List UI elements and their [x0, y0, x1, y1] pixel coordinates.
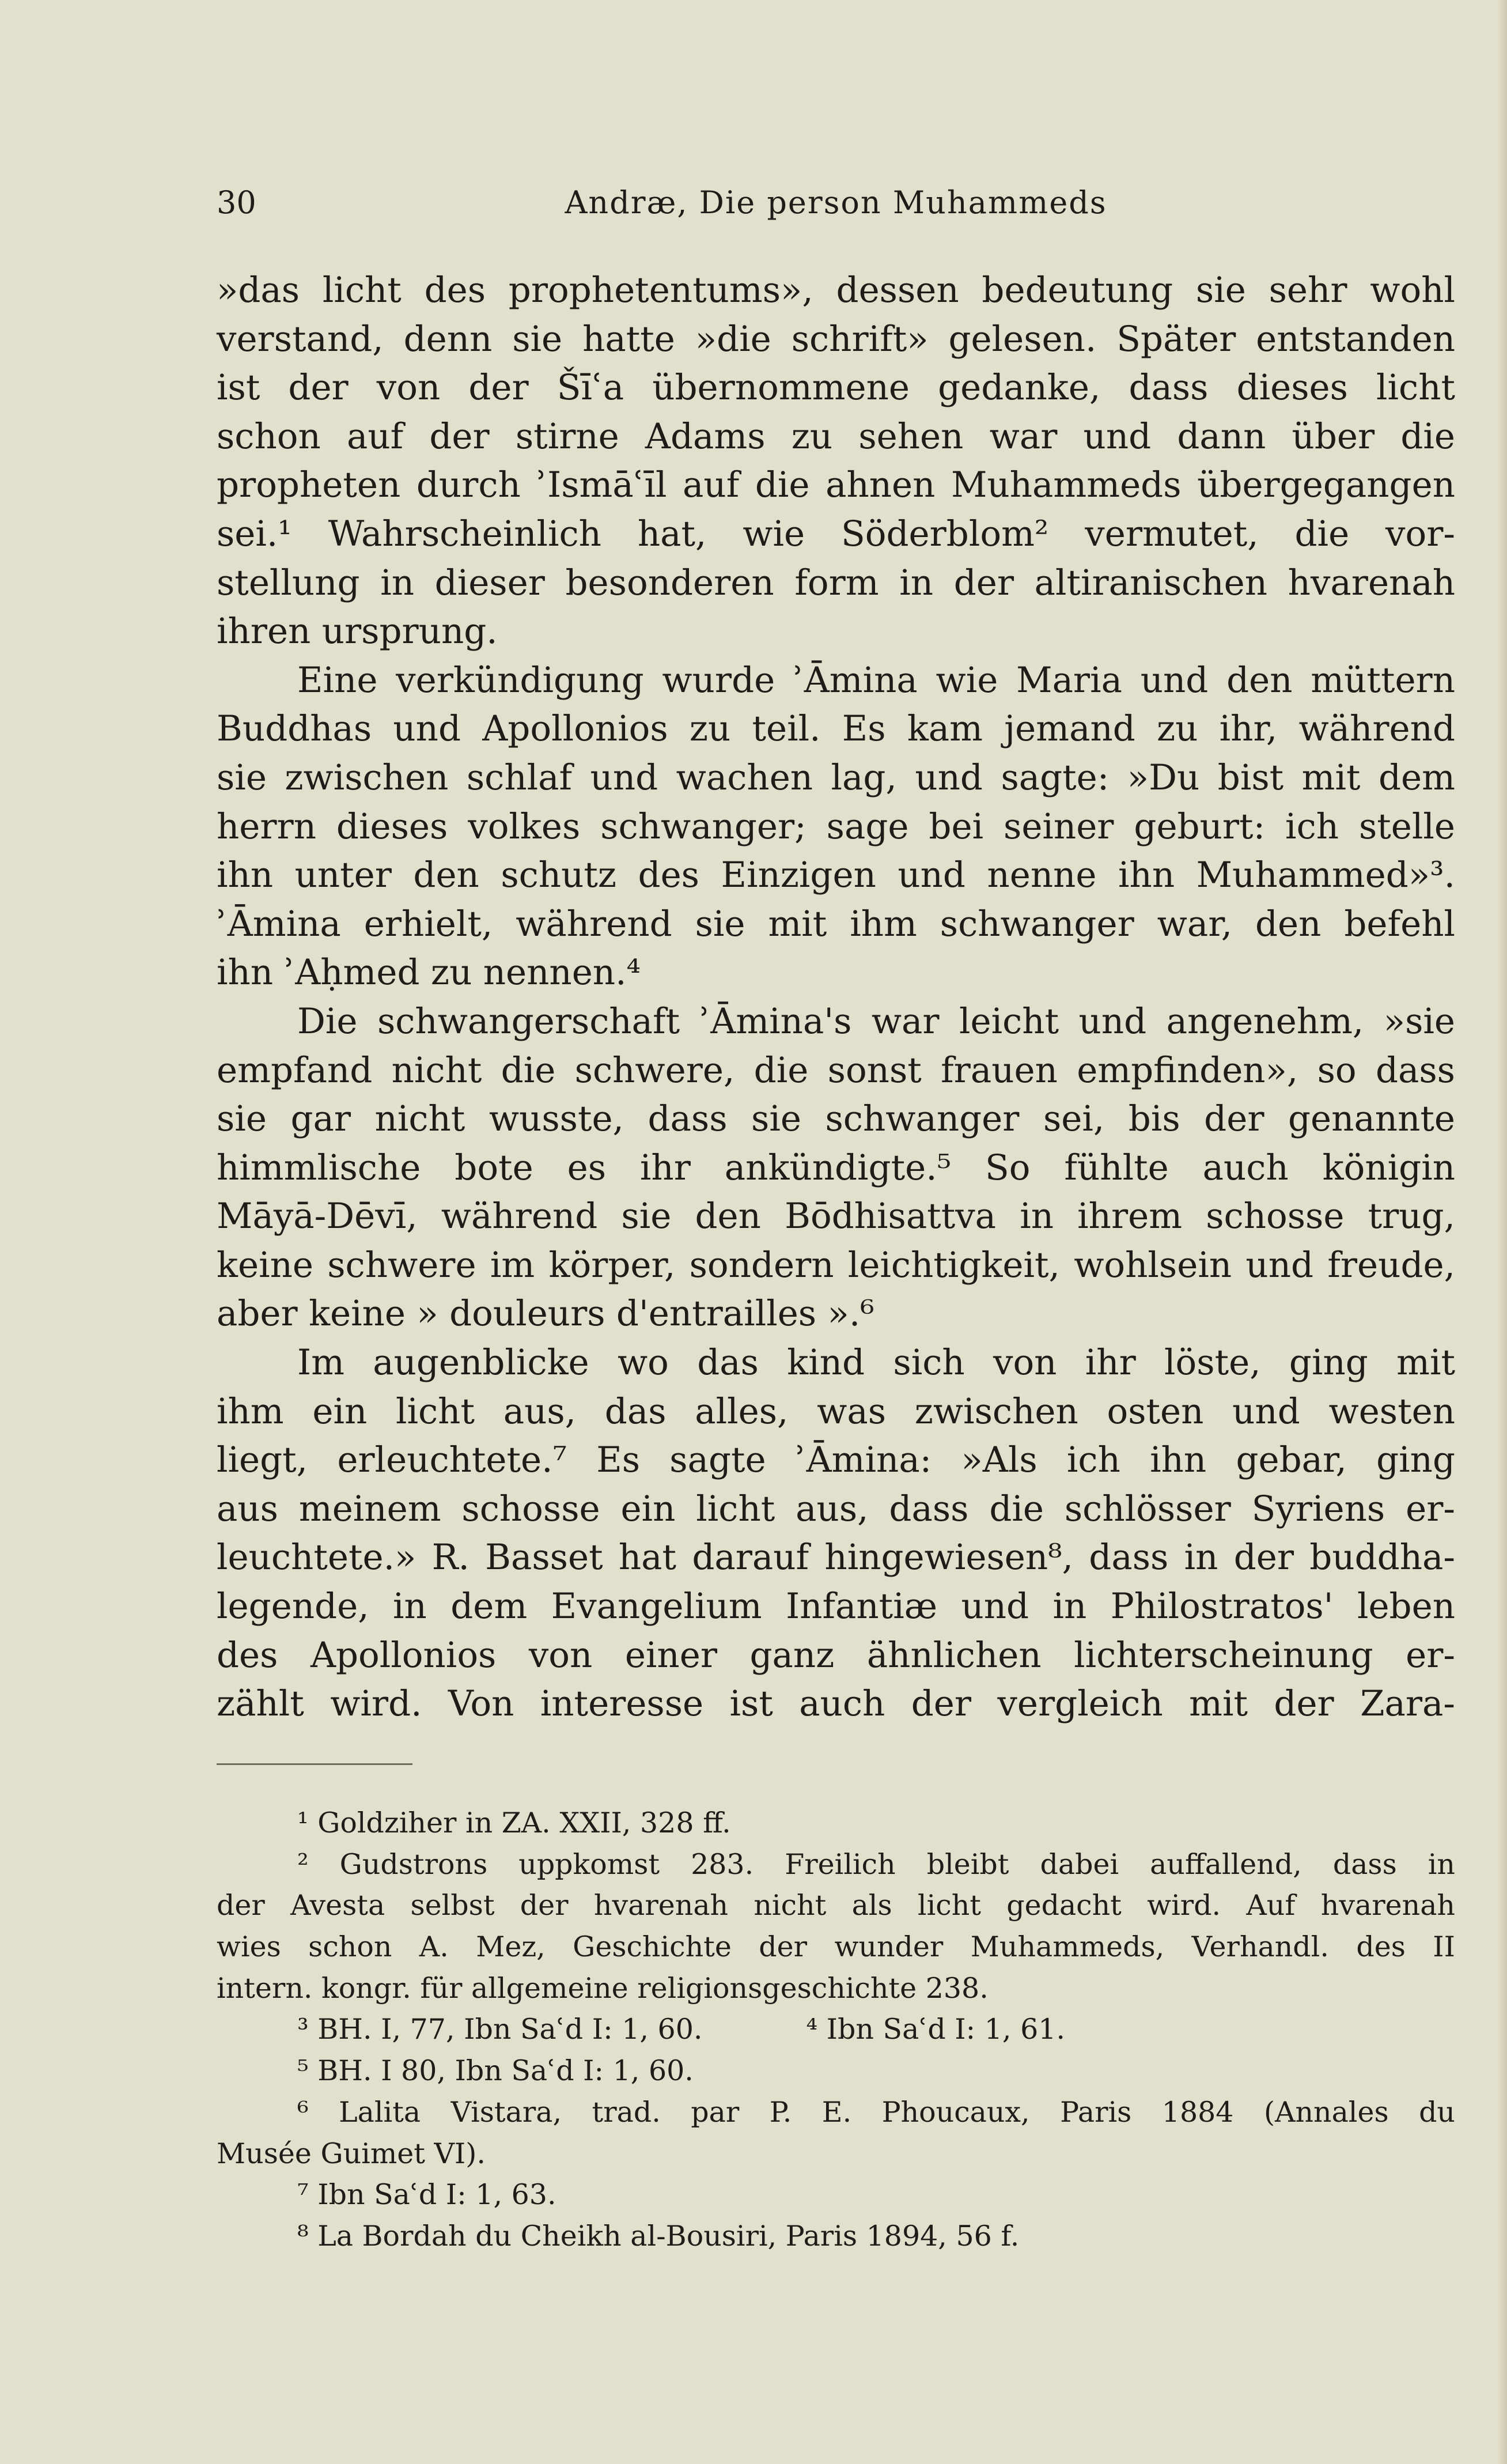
body-line: Eine verkündigung wurde ʾĀmina wie Maria und den müttern — [297, 659, 1455, 701]
footnote-separator — [217, 1763, 412, 1765]
body-line: Im augenblicke wo das kind sich von ihr löste, ging mit — [297, 1342, 1455, 1384]
body-line: leuchtete.» R. Basset hat darauf hingewiesen⁸, dass in der buddha- — [217, 1537, 1455, 1578]
body-line: sie gar nicht wusste, dass sie schwanger sei, bis der genannte — [217, 1098, 1455, 1140]
body-line: himmlische bote es ihr ankündigte.⁵ So fühlte auch königin — [217, 1147, 1455, 1188]
footnotes — [217, 1802, 1455, 2257]
footnote-6-line: Musée Guimet VI). — [217, 2137, 486, 2170]
page-header — [217, 180, 1455, 226]
footnote-7: ⁷ Ibn Saʿd I: 1, 63. — [297, 2178, 556, 2212]
body-line: verstand, denn sie hatte »die schrift» gelesen. Später entstanden — [217, 318, 1455, 360]
body-line: ihren ursprung. — [217, 611, 498, 652]
footnote-1: ¹ Goldziher in ZA. XXII, 328 ff. — [297, 1807, 731, 1839]
footnote-4: ⁴ Ibn Saʿd I: 1, 61. — [806, 2013, 1065, 2046]
body-line: legende, in dem Evangelium Infantiæ und in Philostratos' leben — [217, 1586, 1455, 1627]
footnote-2-line: intern. kongr. für allgemeine religionsgeschichte 238. — [217, 1971, 989, 2005]
body-line: des Apollonios von einer ganz ähnlichen lichterscheinung er- — [217, 1634, 1455, 1676]
body-line: sie zwischen schlaf und wachen lag, und sagte: »Du bist mit dem — [217, 757, 1455, 798]
body-line: herrn dieses volkes schwanger; sage bei seiner geburt: ich stelle — [217, 806, 1455, 847]
body-line: zählt wird. Von interesse ist auch der vergleich mit der Zara- — [217, 1683, 1455, 1725]
body-line: ihn ʾAḥmed zu nennen.⁴ — [217, 952, 641, 993]
footnote-2-line: wies schon A. Mez, Geschichte der wunder Muhammeds, Verhandl. des II — [217, 1930, 1455, 1964]
body-line: keine schwere im körper, sondern leichtigkeit, wohlsein und freude, — [217, 1244, 1455, 1286]
body-line: sei.¹ Wahrscheinlich hat, wie Söderblom² vermutet, die vor- — [217, 513, 1455, 554]
body-line: schon auf der stirne Adams zu sehen war und dann über die — [217, 415, 1455, 457]
footnote-3-4-line — [217, 2009, 1455, 2050]
body-line: Buddhas und Apollonios zu teil. Es kam jemand zu ihr, während — [217, 708, 1455, 750]
page-edge — [1497, 0, 1507, 2464]
body-line: aus meinem schosse ein licht aus, dass die schlösser Syriens er- — [217, 1488, 1455, 1529]
body-line: liegt, erleuchtete.⁷ Es sagte ʾĀmina: »Als ich ihn gebar, ging — [217, 1439, 1455, 1481]
body-line: Die schwangerschaft ʾĀmina's war leicht und angenehm, »sie — [297, 1000, 1455, 1042]
running-title: Andræ, Die person Muhammeds — [565, 184, 1107, 221]
footnote-6-line: ⁶ Lalita Vistara, trad. par P. E. Phoucaux, Paris 1884 (Annales du — [297, 2095, 1455, 2129]
body-line: ihn unter den schutz des Einzigen und nenne ihn Muhammed»³. — [217, 855, 1455, 896]
page-number: 30 — [217, 184, 256, 221]
footnote-2-line: der Avesta selbst der hvarenah nicht als licht gedacht wird. Auf hvarenah — [217, 1889, 1455, 1922]
body-line: ihm ein licht aus, das alles, was zwischen osten und westen — [217, 1390, 1455, 1432]
footnote-8: ⁸ La Bordah du Cheikh al-Bousiri, Paris 1894, 56 f. — [297, 2219, 1020, 2253]
footnote-3: ³ BH. I, 77, Ibn Saʿd I: 1, 60. — [297, 2013, 703, 2046]
body-line: »das licht des prophetentums», dessen bedeutung sie sehr wohl — [217, 270, 1455, 311]
body-line: propheten durch ʾIsmāʿīl auf die ahnen Muhammeds übergegangen — [217, 464, 1455, 506]
body-line: ist der von der Šīʿa übernommene gedanke, dass dieses licht — [217, 367, 1455, 409]
body-text — [217, 266, 1455, 1729]
body-line: aber keine » douleurs d'entrailles ».⁶ — [217, 1293, 874, 1335]
body-line: empfand nicht die schwere, die sonst frauen empfinden», so dass — [217, 1049, 1455, 1091]
footnote-2-line: ² Gudstrons uppkomst 283. Freilich bleibt dabei auffallend, dass in — [297, 1847, 1455, 1881]
body-line: Māyā-Dēvī, während sie den Bōdhisattva in ihrem schosse trug, — [217, 1196, 1455, 1237]
footnote-5: ⁵ BH. I 80, Ibn Saʿd I: 1, 60. — [297, 2054, 694, 2088]
body-line: ʾĀmina erhielt, während sie mit ihm schwanger war, den befehl — [217, 903, 1455, 944]
body-line: stellung in dieser besonderen form in der altiranischen hvarenah — [217, 562, 1455, 603]
